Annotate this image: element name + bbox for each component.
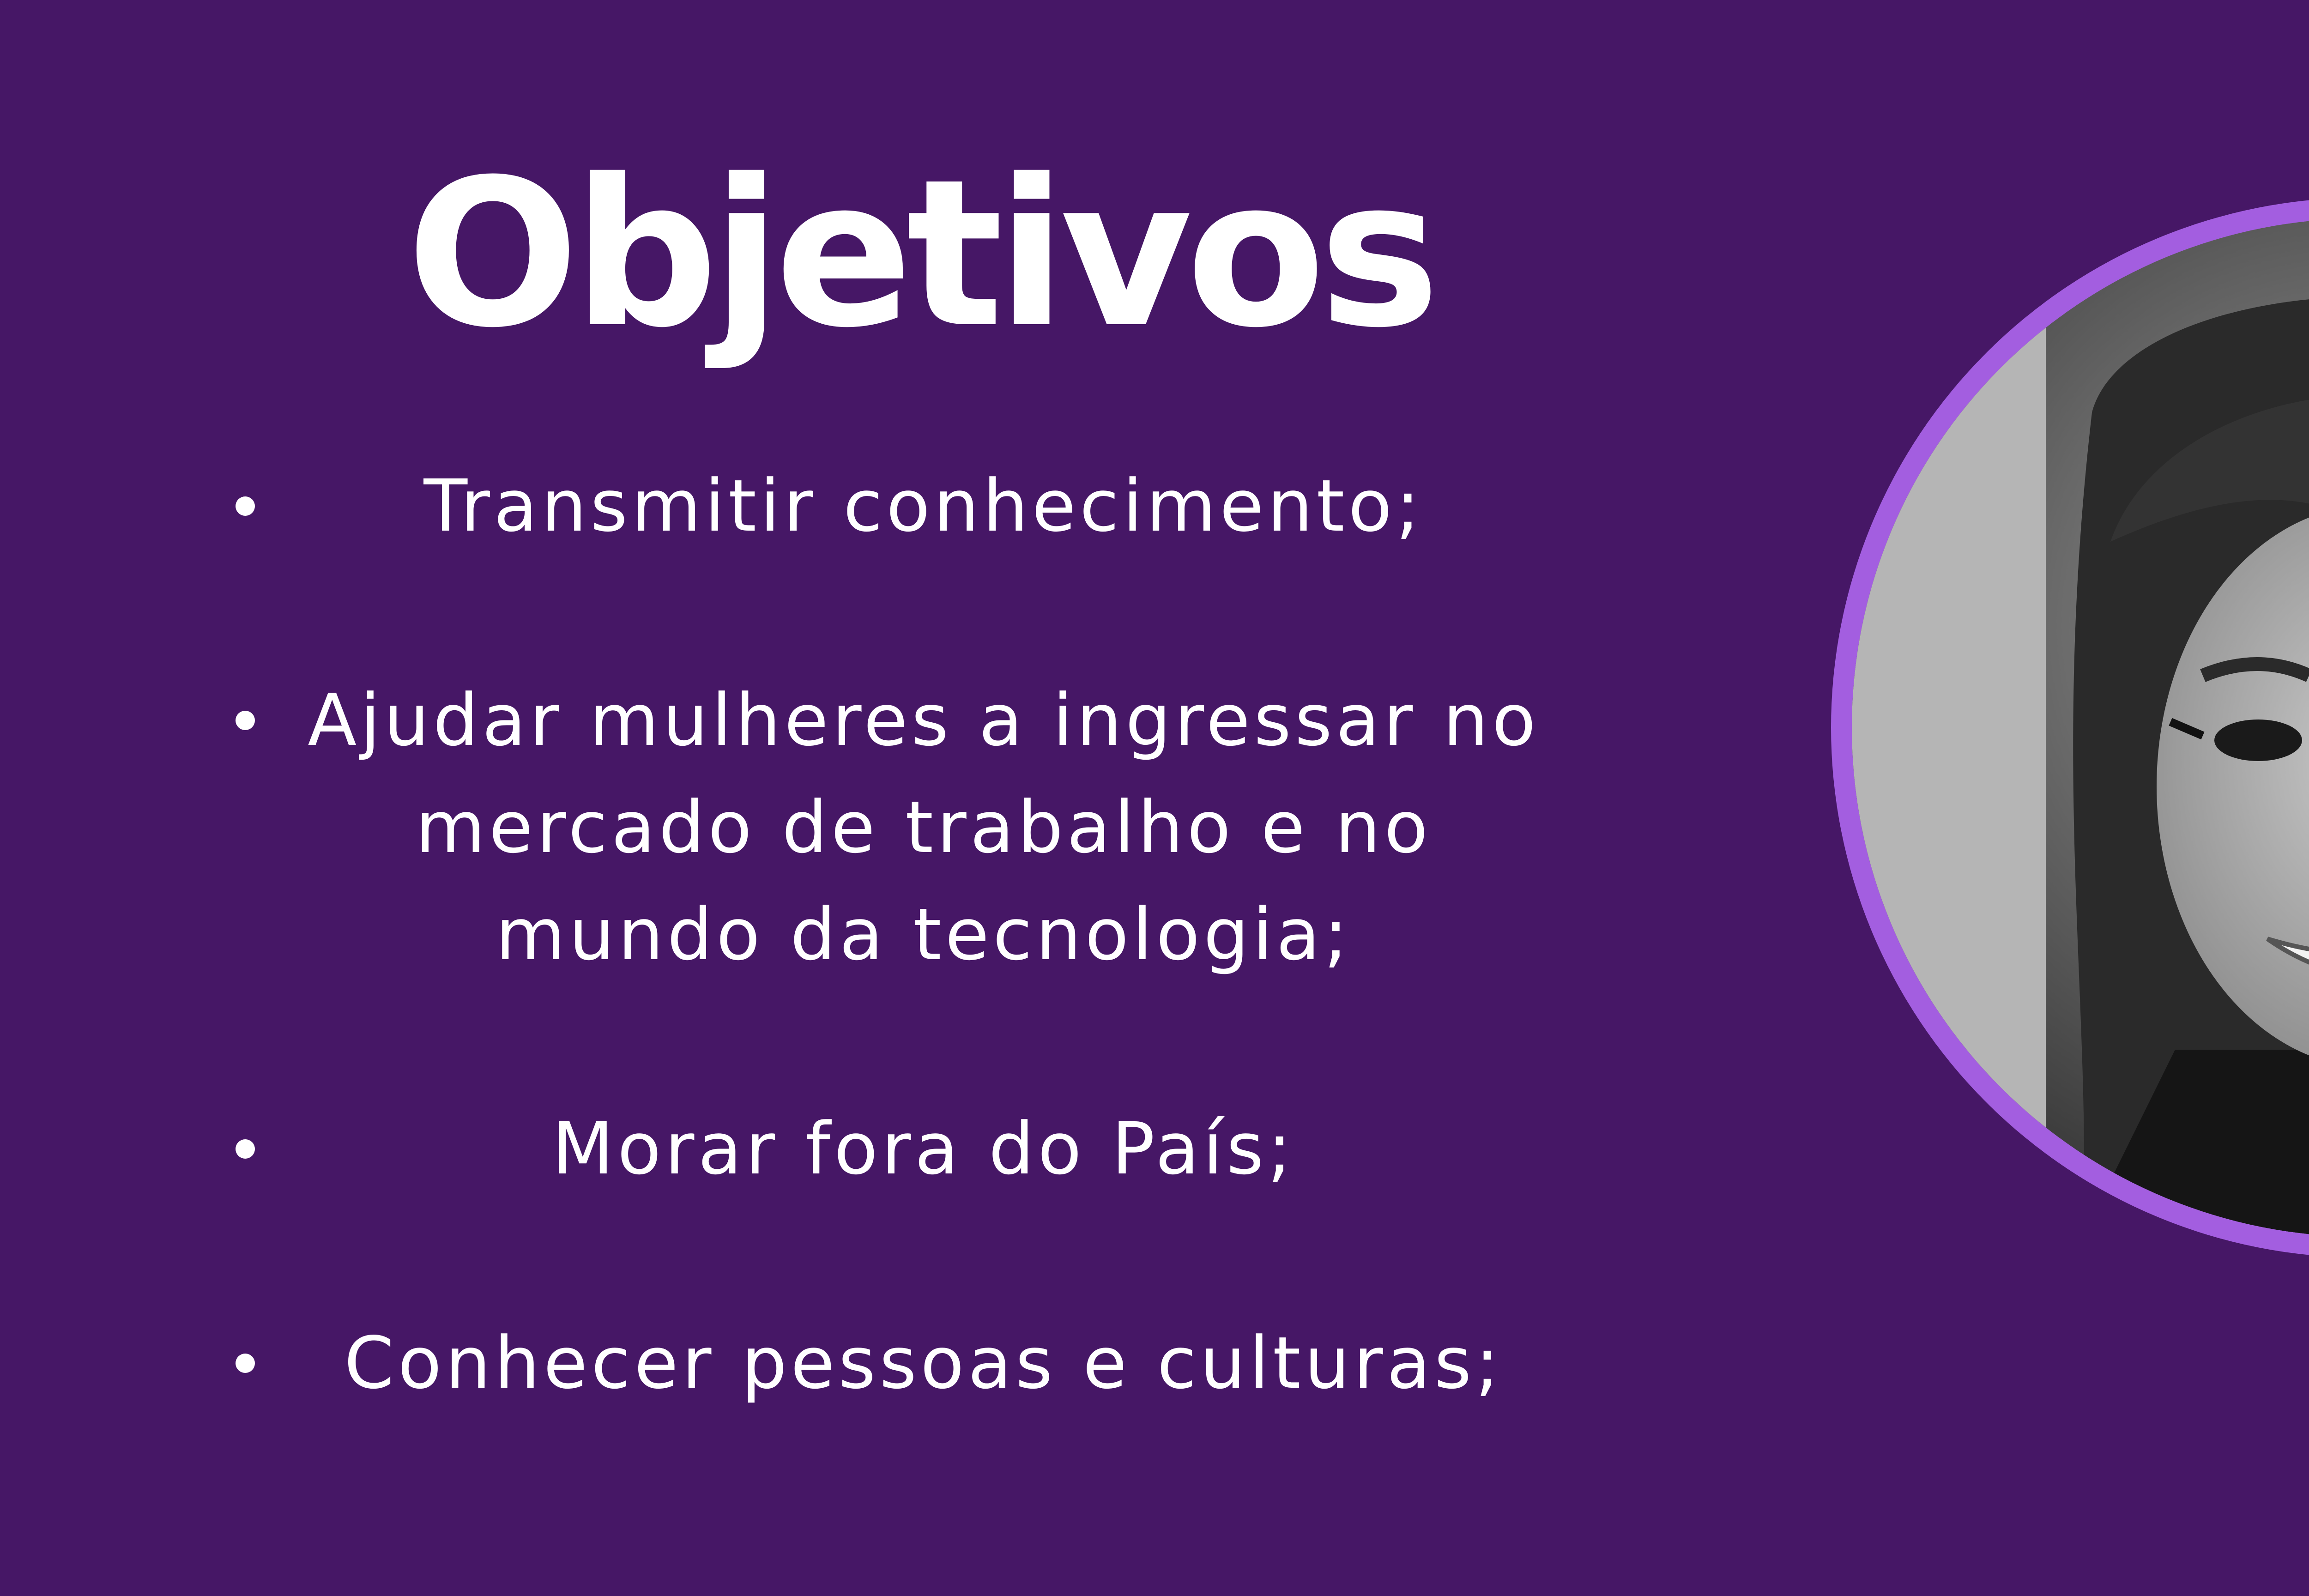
list-item [222,667,1561,988]
objectives-list [222,453,1561,1417]
objective-text: Conhecer pessoas e culturas; [344,1321,1503,1405]
bullet-icon [236,711,255,730]
portrait-icon [1852,218,2309,1237]
bullet-icon [236,496,255,516]
portrait-photo [1852,218,2309,1237]
list-item [222,1095,1561,1203]
list-item [222,453,1561,560]
objective-text: Morar fora do País; [552,1107,1295,1191]
bullet-icon [236,1354,255,1373]
objective-text: Transmitir conhecimento; [423,464,1424,548]
bullet-icon [236,1139,255,1159]
page-title: Objetivos [406,136,1434,372]
objective-text: Ajudar mulheres a ingressar no mercado de trabalho e no mundo da tecnologia; [308,678,1540,976]
list-item [222,1310,1561,1417]
